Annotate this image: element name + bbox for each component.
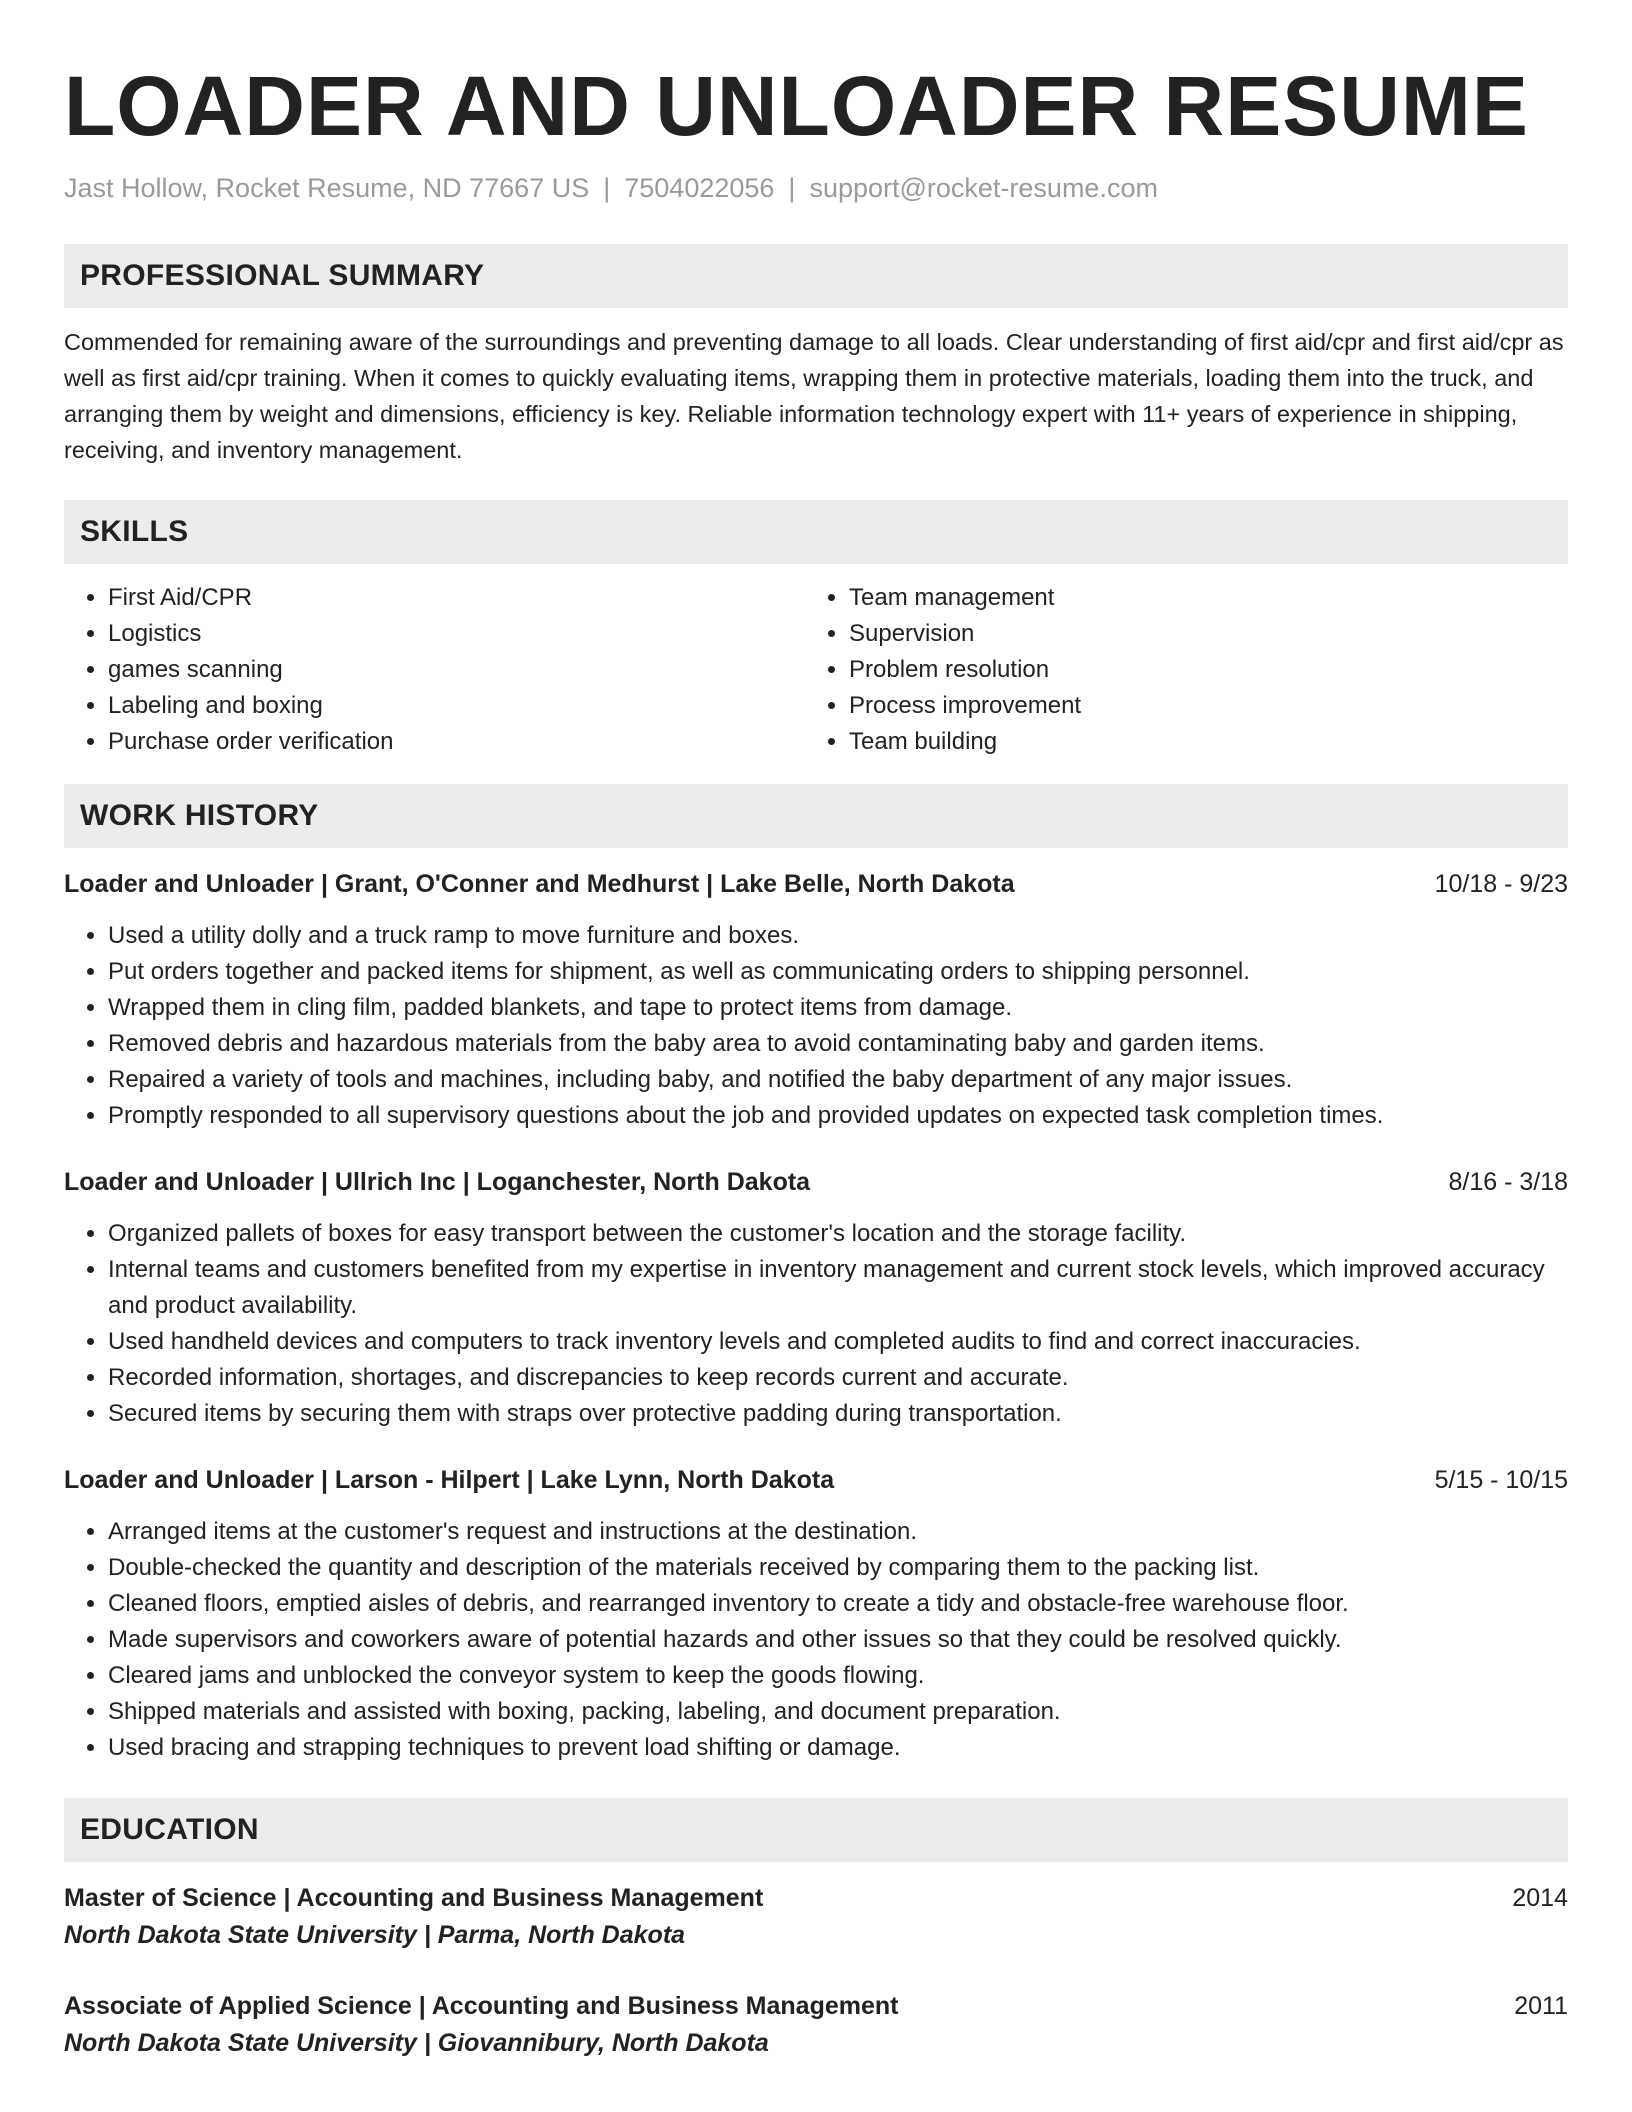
education-section xyxy=(64,1798,1568,2062)
education-degree: Master of Science | Accounting and Business Management xyxy=(64,1884,764,1912)
education-degree: Associate of Applied Science | Accounting and Business Management xyxy=(64,1992,899,2020)
skills-grid xyxy=(64,580,1568,760)
education-header xyxy=(64,1988,1568,2024)
job-bullet: • Organized pallets of boxes for easy transport between the customer's location and the storage facility. xyxy=(108,1216,1568,1252)
job-header xyxy=(64,1164,1568,1200)
job-bullet: • Used handheld devices and computers to track inventory levels and completed audits to find and correct inaccuracies. xyxy=(108,1324,1568,1360)
job-bullet: • Repaired a variety of tools and machines, including baby, and notified the baby department of any major issues. xyxy=(108,1062,1568,1098)
skills-heading: SKILLS xyxy=(64,500,1568,564)
contact-phone: 7504022056 xyxy=(624,173,775,203)
skills-list-right xyxy=(805,580,1546,760)
contact-email: support@rocket-resume.com xyxy=(809,173,1158,203)
skill-item: • Labeling and boxing xyxy=(108,688,805,724)
job-bullet: • Arranged items at the customer's request and instructions at the destination. xyxy=(108,1514,1568,1550)
job-bullet: • Shipped materials and assisted with boxing, packing, labeling, and document preparation. xyxy=(108,1694,1568,1730)
skills-section xyxy=(64,500,1568,760)
education-entry xyxy=(64,1988,1568,2062)
job-title: Loader and Unloader | Larson - Hilpert | Lake Lynn, North Dakota xyxy=(64,1466,835,1494)
education-year: 2014 xyxy=(1512,1884,1568,1912)
contact-separator: | xyxy=(603,173,611,203)
job-entry xyxy=(64,1164,1568,1432)
job-bullet: • Double-checked the quantity and description of the materials received by comparing them to the packing list. xyxy=(108,1550,1568,1586)
education-entry xyxy=(64,1880,1568,1954)
skill-item: • Purchase order verification xyxy=(108,724,805,760)
skill-item: • Supervision xyxy=(849,616,1546,652)
job-title: Loader and Unloader | Ullrich Inc | Loganchester, North Dakota xyxy=(64,1168,811,1196)
contact-line xyxy=(64,168,1568,208)
skill-item: • Problem resolution xyxy=(849,652,1546,688)
skill-item: • Logistics xyxy=(108,616,805,652)
job-bullet: • Internal teams and customers benefited from my expertise in inventory management and current stock levels, which improved accuracy and product availability. xyxy=(108,1252,1568,1324)
skill-item: • Team building xyxy=(849,724,1546,760)
job-header xyxy=(64,866,1568,902)
skill-item: • games scanning xyxy=(108,652,805,688)
job-bullet: • Used bracing and strapping techniques to prevent load shifting or damage. xyxy=(108,1730,1568,1766)
contact-separator: | xyxy=(788,173,796,203)
summary-text: Commended for remaining aware of the surroundings and preventing damage to all loads. Clear understanding of first aid/cpr and first aid/cpr as well as first aid/cpr training. When it comes to quickly evaluating items, wrapping them in protective materials, loading them into the truck, and arranging them by weight and dimensions, efficiency is key. Reliable information technology expert with 11+ years of experience in shipping, receiving, and inventory management. xyxy=(64,329,1564,463)
job-dates: 8/16 - 3/18 xyxy=(1448,1168,1568,1196)
contact-address: Jast Hollow, Rocket Resume, ND 77667 US xyxy=(64,173,590,203)
education-heading: EDUCATION xyxy=(64,1798,1568,1862)
job-dates: 5/15 - 10/15 xyxy=(1434,1466,1568,1494)
job-bullet: • Promptly responded to all supervisory questions about the job and provided updates on expected task completion times. xyxy=(108,1098,1568,1134)
job-dates: 10/18 - 9/23 xyxy=(1434,870,1568,898)
skills-list-left xyxy=(64,580,805,760)
skill-item: • First Aid/CPR xyxy=(108,580,805,616)
job-entry xyxy=(64,866,1568,1134)
job-bullets xyxy=(64,1216,1568,1432)
job-bullet: • Cleared jams and unblocked the conveyor system to keep the goods flowing. xyxy=(108,1658,1568,1694)
skill-item: • Team management xyxy=(849,580,1546,616)
education-header xyxy=(64,1880,1568,1916)
job-bullet: • Used a utility dolly and a truck ramp to move furniture and boxes. xyxy=(108,918,1568,954)
job-bullet: • Wrapped them in cling film, padded blankets, and tape to protect items from damage. xyxy=(108,990,1568,1026)
summary-heading: PROFESSIONAL SUMMARY xyxy=(64,244,1568,308)
summary-section xyxy=(64,244,1568,468)
education-year: 2011 xyxy=(1514,1992,1568,2020)
job-bullets xyxy=(64,918,1568,1134)
job-title: Loader and Unloader | Grant, O'Conner and Medhurst | Lake Belle, North Dakota xyxy=(64,870,1015,898)
education-school: North Dakota State University | Parma, North Dakota xyxy=(64,1921,686,1949)
job-bullet: • Put orders together and packed items for shipment, as well as communicating orders to shipping personnel. xyxy=(108,954,1568,990)
job-bullet: • Secured items by securing them with straps over protective padding during transportation. xyxy=(108,1396,1568,1432)
job-bullet: • Made supervisors and coworkers aware of potential hazards and other issues so that they could be resolved quickly. xyxy=(108,1622,1568,1658)
job-entry xyxy=(64,1462,1568,1766)
skill-item: • Process improvement xyxy=(849,688,1546,724)
work-history-heading: WORK HISTORY xyxy=(64,784,1568,848)
resume-title: LOADER AND UNLOADER RESUME xyxy=(64,59,1529,153)
job-bullet: • Cleaned floors, emptied aisles of debris, and rearranged inventory to create a tidy and obstacle-free warehouse floor. xyxy=(108,1586,1568,1622)
work-history-section xyxy=(64,784,1568,1766)
job-bullet: • Removed debris and hazardous materials from the baby area to avoid contaminating baby and garden items. xyxy=(108,1026,1568,1062)
job-bullets xyxy=(64,1514,1568,1766)
job-header xyxy=(64,1462,1568,1498)
education-school: North Dakota State University | Giovannibury, North Dakota xyxy=(64,2029,769,2057)
job-bullet: • Recorded information, shortages, and discrepancies to keep records current and accurate. xyxy=(108,1360,1568,1396)
